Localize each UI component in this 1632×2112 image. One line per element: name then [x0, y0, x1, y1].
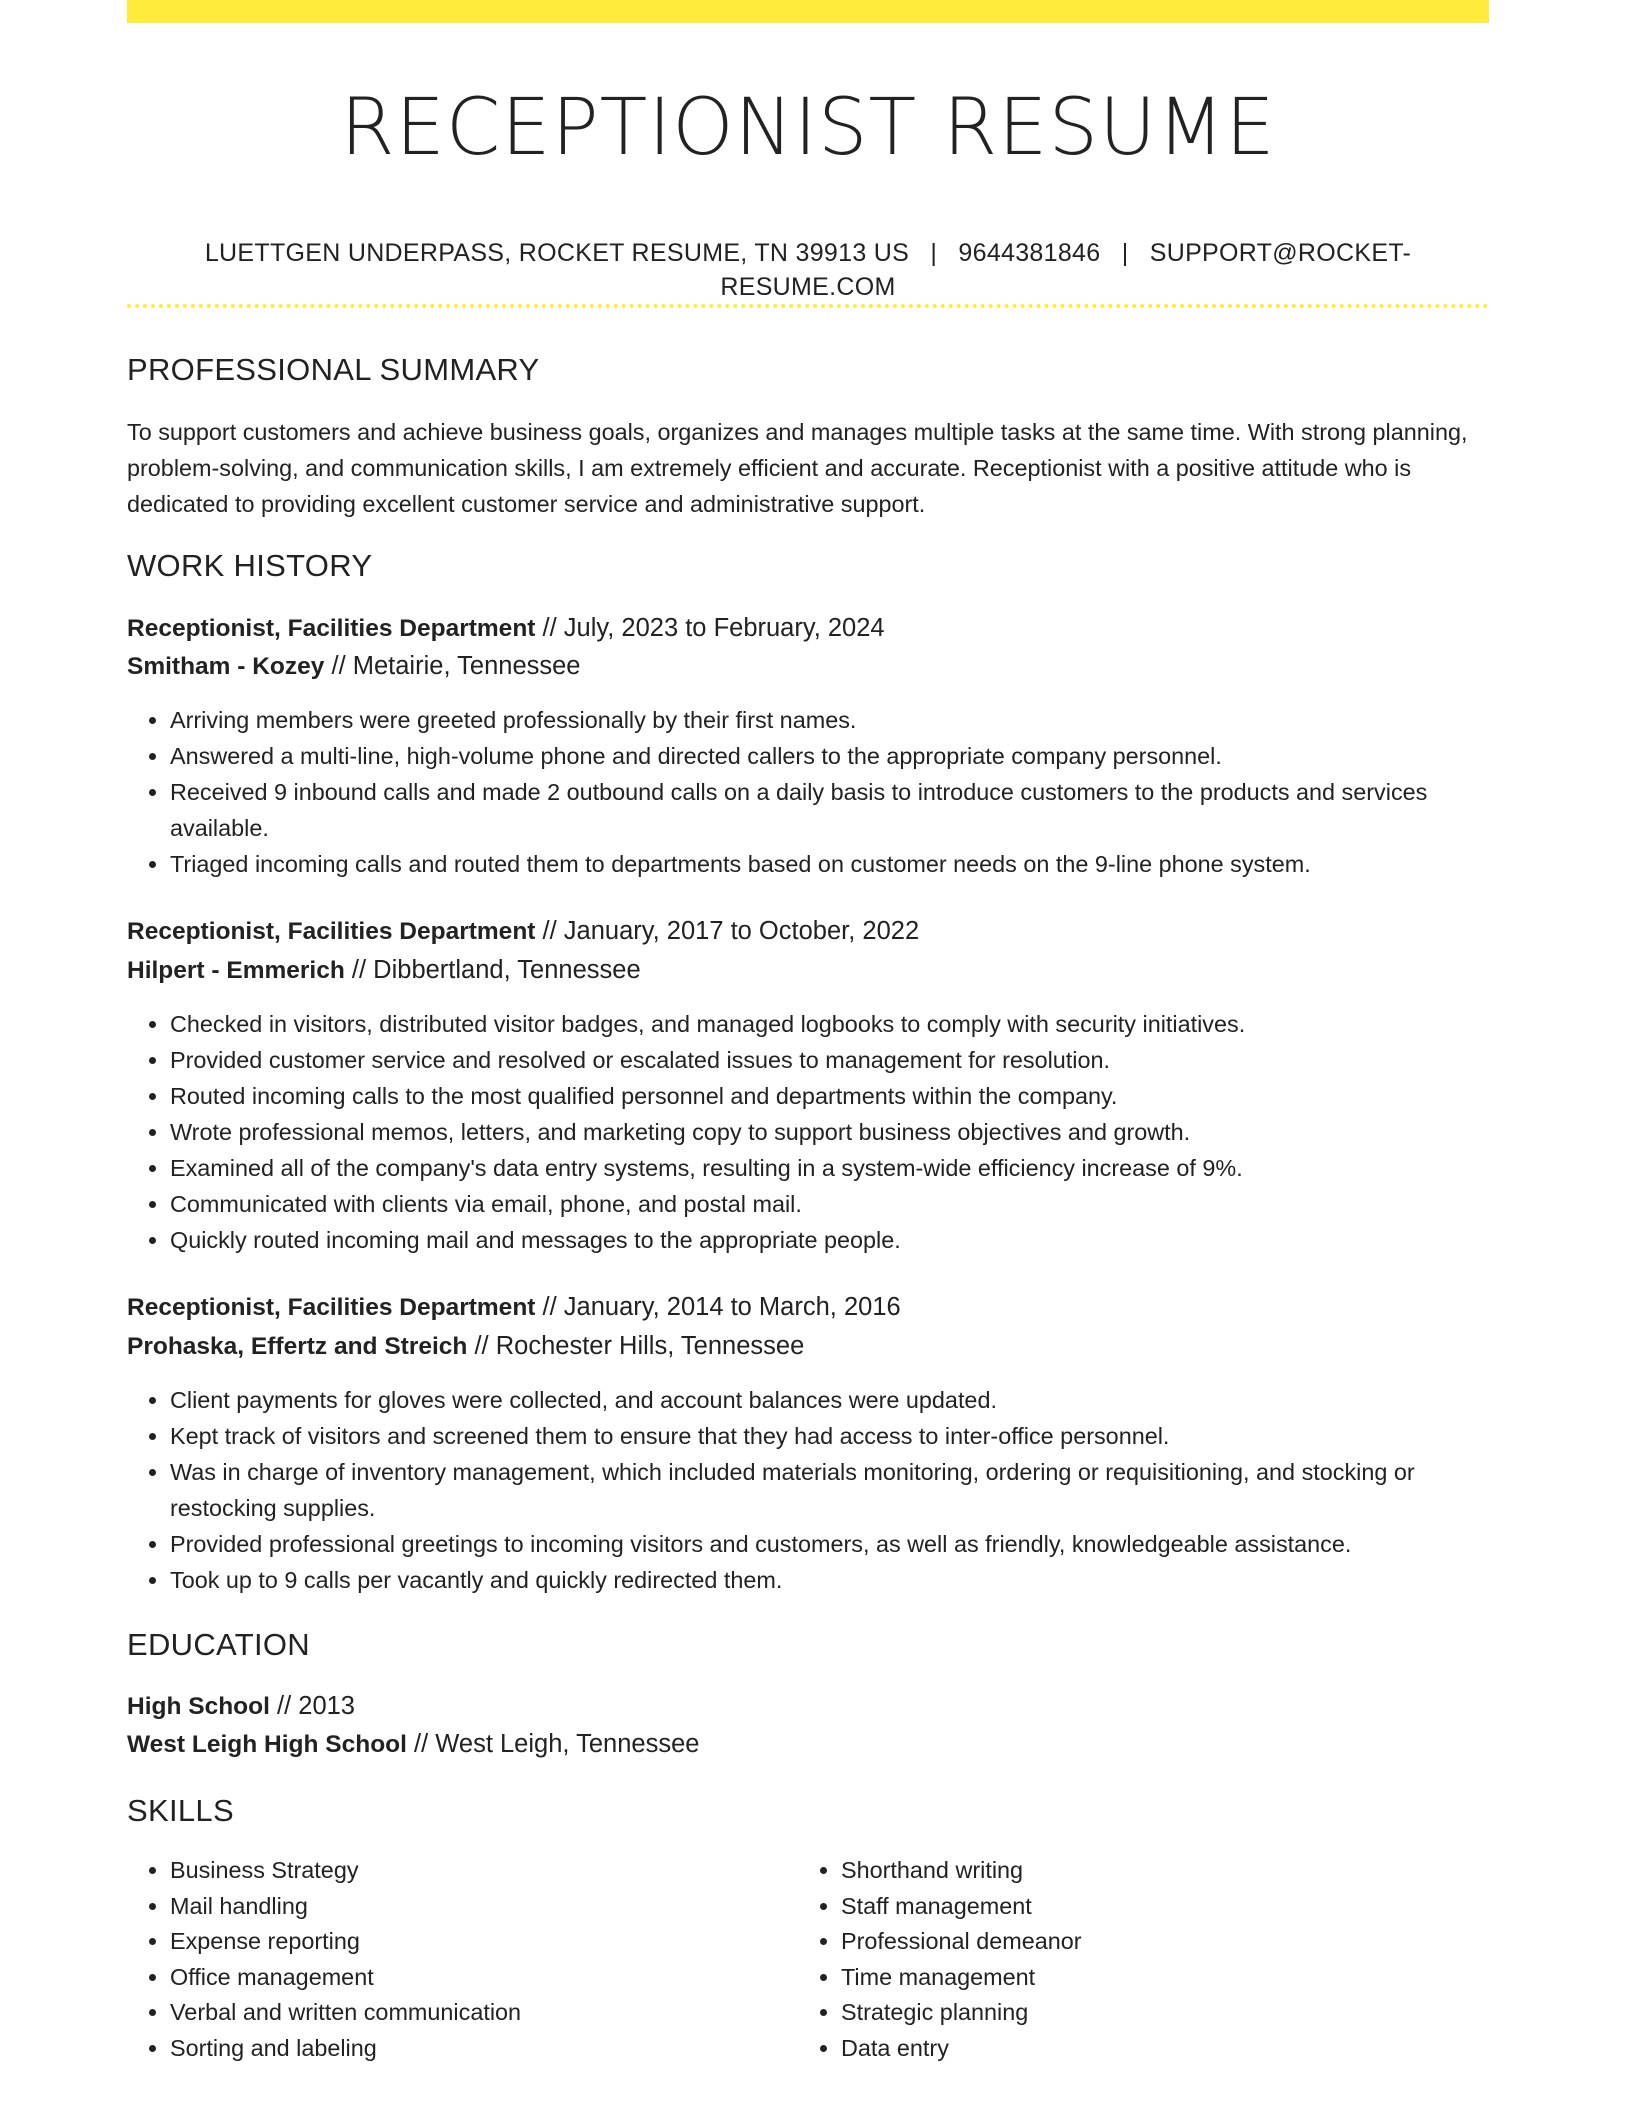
contact-separator: |: [930, 239, 938, 267]
job-location: // Rochester Hills, Tennessee: [467, 1332, 805, 1360]
list-item: • Checked in visitors, distributed visitor badges, and managed logbooks to comply with security initiatives.: [170, 1006, 1489, 1042]
job-company: Hilpert - Emmerich: [127, 957, 345, 984]
list-item: • Provided customer service and resolved or escalated issues to management for resolution.: [170, 1042, 1489, 1078]
skill-item: • Business Strategy: [170, 1853, 727, 1889]
skill-item: • Sorting and labeling: [170, 2031, 727, 2067]
list-item: • Examined all of the company's data entry systems, resulting in a system-wide efficiency increase of 9%.: [170, 1150, 1489, 1186]
job-title-line: [127, 912, 1489, 951]
education-year: // 2013: [269, 1692, 355, 1720]
skill-item: • Verbal and written communication: [170, 1995, 727, 2031]
job-dates: // January, 2014 to March, 2016: [535, 1293, 901, 1321]
education-school-line: [127, 1725, 1489, 1764]
skill-item: • Office management: [170, 1960, 727, 1996]
job-company-line: [127, 647, 1489, 686]
list-item: • Client payments for gloves were collected, and account balances were updated.: [170, 1382, 1489, 1418]
list-item: • Communicated with clients via email, phone, and postal mail.: [170, 1186, 1489, 1222]
education-location: // West Leigh, Tennessee: [406, 1730, 700, 1758]
job-bullets: [127, 702, 1489, 882]
job-location: // Metairie, Tennessee: [324, 652, 581, 680]
education-school: West Leigh High School: [127, 1731, 407, 1758]
skills-heading: SKILLS: [127, 1793, 234, 1828]
job-company-line: [127, 951, 1489, 990]
summary-text: To support customers and achieve business goals, organizes and manages multiple tasks at the same time. With strong planning, problem-solving, and communication skills, I am extremely efficient and accurate. Receptionist with a positive attitude who is dedicated to providing excellent customer service and administrative support.: [127, 419, 1468, 517]
skill-item: • Professional demeanor: [841, 1924, 1398, 1960]
education-heading: EDUCATION: [127, 1627, 310, 1662]
skills-list-left: [127, 1853, 727, 2067]
job-title-line: [127, 1288, 1489, 1327]
job-title: Receptionist, Facilities Department: [127, 615, 536, 642]
job-bullets: [127, 1382, 1489, 1598]
job-dates: // July, 2023 to February, 2024: [535, 614, 885, 642]
list-item: • Received 9 inbound calls and made 2 outbound calls on a daily basis to introduce customers to the products and services available.: [170, 774, 1489, 846]
contact-address: LUETTGEN UNDERPASS, ROCKET RESUME, TN 39913 US: [204, 239, 910, 267]
skill-item: • Mail handling: [170, 1889, 727, 1925]
list-item: • Took up to 9 calls per vacantly and quickly redirected them.: [170, 1562, 1489, 1598]
resume-title: RECEPTIONIST RESUME: [340, 83, 1276, 173]
list-item: • Answered a multi-line, high-volume phone and directed callers to the appropriate company personnel.: [170, 738, 1489, 774]
list-item: • Quickly routed incoming mail and messages to the appropriate people.: [170, 1222, 1489, 1258]
list-item: • Kept track of visitors and screened them to ensure that they had access to inter-office personnel.: [170, 1418, 1489, 1454]
skill-item: • Data entry: [841, 2031, 1398, 2067]
job-title-line: [127, 609, 1489, 648]
education-degree-line: [127, 1687, 1489, 1726]
accent-top-bar: [127, 0, 1489, 23]
skill-item: • Strategic planning: [841, 1995, 1398, 2031]
contact-separator: |: [1121, 239, 1129, 267]
education-degree: High School: [127, 1693, 270, 1720]
list-item: • Triaged incoming calls and routed them to departments based on customer needs on the 9-line phone system.: [170, 846, 1489, 882]
skill-item: • Staff management: [841, 1889, 1398, 1925]
job-company-line: [127, 1327, 1489, 1366]
job-title: Receptionist, Facilities Department: [127, 918, 536, 945]
work-history-heading: WORK HISTORY: [127, 548, 373, 583]
list-item: • Wrote professional memos, letters, and marketing copy to support business objectives and growth.: [170, 1114, 1489, 1150]
job-title: Receptionist, Facilities Department: [127, 1294, 536, 1321]
summary-heading: PROFESSIONAL SUMMARY: [127, 352, 540, 387]
contact-line: [127, 236, 1489, 304]
list-item: • Arriving members were greeted professionally by their first names.: [170, 702, 1489, 738]
list-item: • Was in charge of inventory management, which included materials monitoring, ordering or requisitioning, and stocking or restocking supplies.: [170, 1454, 1489, 1526]
skills-list-right: [798, 1853, 1398, 2067]
job-location: // Dibbertland, Tennessee: [344, 956, 641, 984]
job-company: Prohaska, Effertz and Streich: [127, 1333, 468, 1360]
skill-item: • Shorthand writing: [841, 1853, 1398, 1889]
job-dates: // January, 2017 to October, 2022: [535, 917, 920, 945]
skill-item: • Time management: [841, 1960, 1398, 1996]
job-company: Smitham - Kozey: [127, 653, 325, 680]
header-divider: [127, 304, 1489, 308]
job-bullets: [127, 1006, 1489, 1258]
list-item: • Provided professional greetings to incoming visitors and customers, as well as friendly, knowledgeable assistance.: [170, 1526, 1489, 1562]
list-item: • Routed incoming calls to the most qualified personnel and departments within the company.: [170, 1078, 1489, 1114]
contact-email: SUPPORT@ROCKET-RESUME.COM: [720, 239, 1412, 301]
contact-phone: 9644381846: [958, 239, 1101, 267]
skill-item: • Expense reporting: [170, 1924, 727, 1960]
